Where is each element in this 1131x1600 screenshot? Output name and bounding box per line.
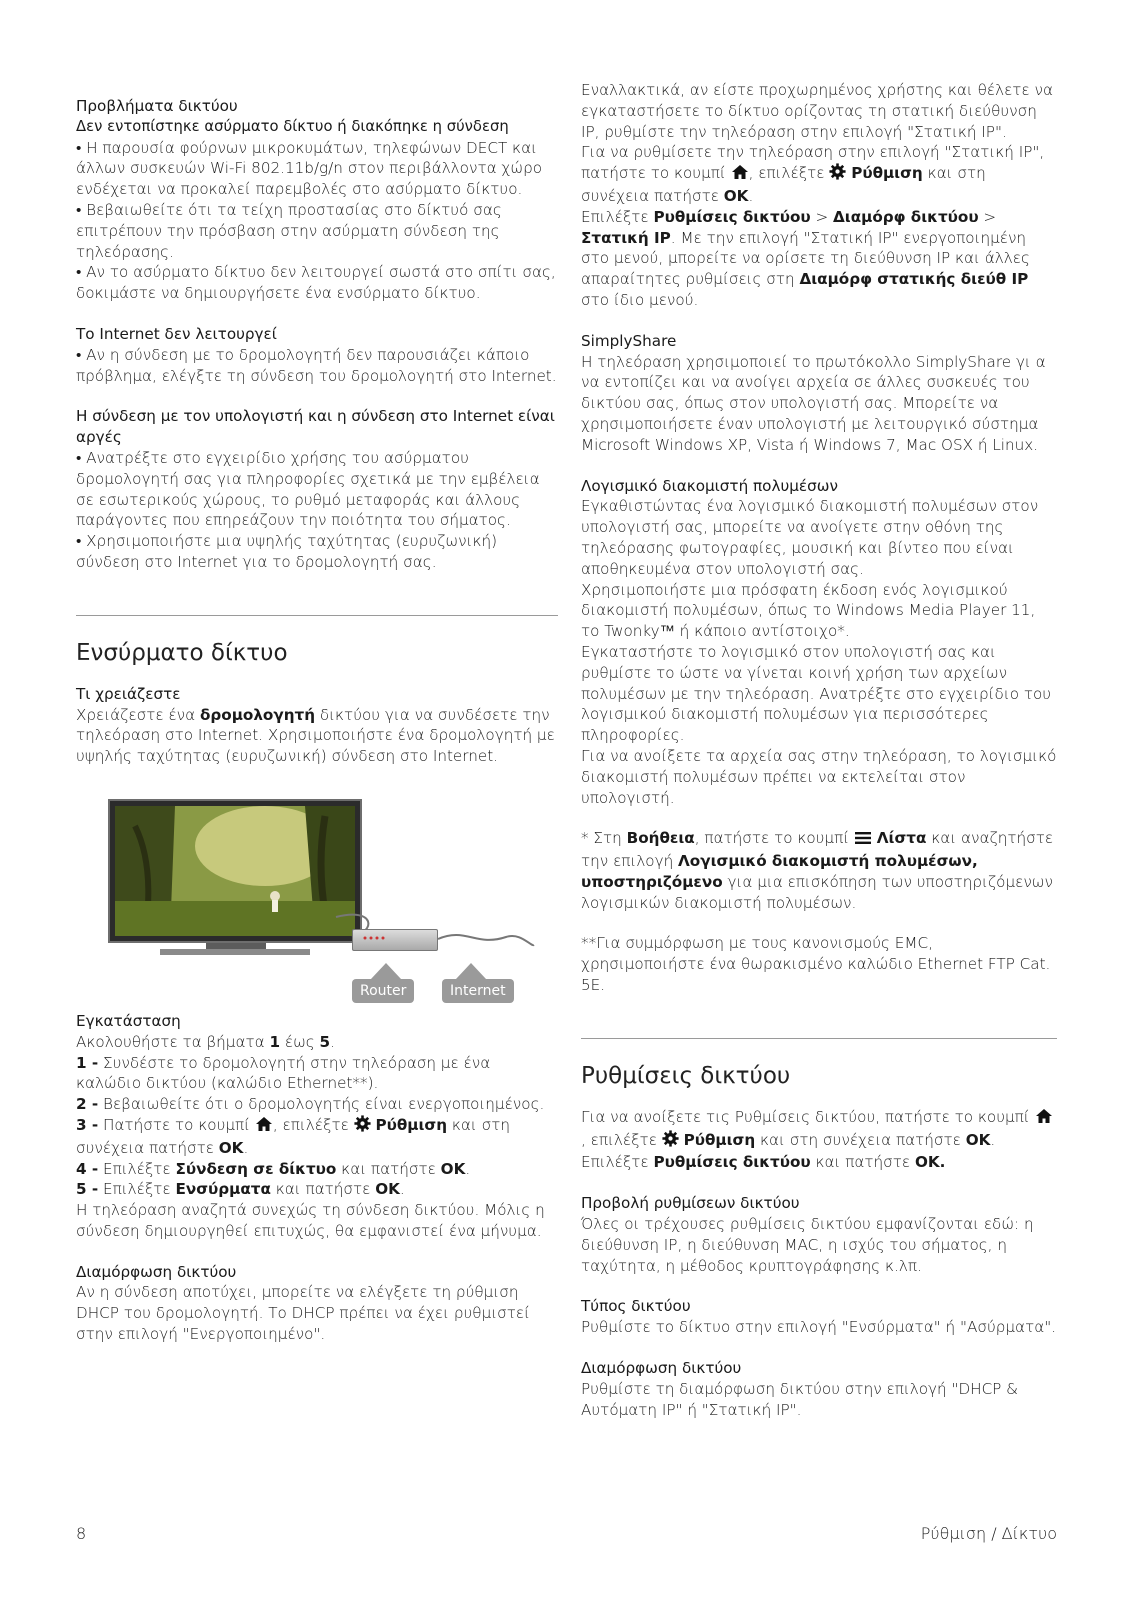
- static-ip-menu-path: Επιλέξτε Ρυθμίσεις δικτύου > Διαμόρφ δικτύου > Στατική IP. Με την επιλογή "Στατική IP" ενεργοποιημένη στο μενού, μπορείτε να ορίσετε τη διεύθυνση IP και άλλες απαραίτητες ρυθμίσεις στη Διαμόρφ στατικής διεύθ IP στο ίδιο μενού.: [581, 207, 1030, 309]
- network-type-text: Ρυθμίστε το δίκτυο στην επιλογή "Ενσύρματα" ή "Ασύρματα".: [581, 1318, 1057, 1337]
- gear-icon: [829, 163, 846, 186]
- installation-outro: Η τηλεόραση αναζητά συνεχώς τη σύνδεση δικτύου. Μόλις η σύνδεση δημιουργηθεί επιτυχώς, θα εμφανιστεί ένα μήνυμα.: [76, 1201, 545, 1240]
- wired-network-title: Ενσύρματο δίκτυο: [76, 639, 288, 666]
- home-icon: [255, 1116, 273, 1138]
- install-step-5: 5 - Επιλέξτε Ενσύρματα και πατήστε OK.: [76, 1180, 405, 1199]
- what-you-need-heading: Τι χρειάζεστε: [76, 684, 181, 703]
- what-you-need-text: Χρειάζεστε ένα δρομολογητή δικτύου για να συνδέσετε την τηλεόραση στο Internet. Χρησιμοποιήστε ένα δρομολογητή με υψηλής ταχύτητας (ευρυζωνική) σύνδεση στο Internet.: [76, 705, 555, 766]
- router-illustration: [352, 929, 438, 951]
- tv-router-diagram: [76, 797, 536, 1007]
- slow-connection-heading: Η σύνδεση με τον υπολογιστή και η σύνδεση στο Internet είναι αργές: [76, 407, 555, 447]
- view-settings-heading: Προβολή ρυθμίσεων δικτύου: [581, 1194, 800, 1213]
- internet-not-working-heading: Το Internet δεν λειτουργεί: [76, 324, 277, 343]
- installation-intro: Ακολουθήστε τα βήματα 1 έως 5.: [76, 1032, 335, 1051]
- static-ip-instructions: Για να ρυθμίσετε την τηλεόραση στην επιλογή "Στατική IP", πατήστε το κουμπί , επιλέξτε Ρύθμιση και στη συνέχεια πατήστε OK.: [581, 143, 1045, 205]
- footnote-help: * Στη Βοήθεια, πατήστε το κουμπί Λίστα και αναζητήστε την επιλογή Λογισμικό διακομιστή πολυμέσων, υποστηριζόμενο για μια επισκόπηση των υποστηριζόμενων λογισμικών διακομιστή πολυμέσων.: [581, 829, 1054, 912]
- network-problems-heading: Προβλήματα δικτύου: [76, 97, 238, 115]
- network-settings-title: Ρυθμίσεις δικτύου: [581, 1062, 791, 1089]
- section-footer: Ρύθμιση / Δίκτυο: [920, 1524, 1057, 1543]
- simplyshare-text: Η τηλεόραση χρησιμοποιεί το πρωτόκολλο SimplyShare γι α να εντοπίζει και να ανοίγει αρχεία σε άλλες συσκευές του δικτύου σας, όπως στον υπολογιστή σας. Μπορείτε να χρησιμοποιήσετε έναν υπολογιστή με λειτουργικό σύστημα Microsoft Windows XP, Vista ή Windows 7, Mac OSX ή Linux.: [581, 352, 1046, 454]
- media-server-text-1: Εγκαθιστώντας ένα λογισμικό διακομιστή πολυμέσων στον υπολογιστή σας, μπορείτε να ανοίγετε στην οθόνη της τηλεόρασης φωτογραφίες, μουσική και βίντεο που είναι αποθηκευμένα στον υπολογιστή σας.: [581, 497, 1039, 578]
- cable-lines: [76, 797, 536, 1007]
- bullet-router-manual: • Ανατρέξτε στο εγχειρίδιο χρήσης του ασύρματου δρομολογητή σας για πληροφορίες σχετικά με την εμβέλεια σε εσωτερικούς χώρους, το ρυθμό μεταφοράς και άλλους παράγοντες που επηρεάζουν την ποιότητα του σήματος.: [76, 448, 540, 530]
- bullet-broadband: • Χρησιμοποιήστε μια υψηλής ταχύτητας (ευρυζωνική) σύνδεση στο Internet για το δρομολογητή σας.: [76, 532, 498, 571]
- network-config-heading: Διαμόρφωση δικτύου: [76, 1262, 237, 1281]
- home-icon: [1035, 1108, 1053, 1130]
- network-type-heading: Τύπος δικτύου: [581, 1297, 691, 1316]
- network-config-text: Αν η σύνδεση αποτύχει, μπορείτε να ελέγξετε τη ρύθμιση DHCP του δρομολογητή. Το DHCP πρέπει να έχει ρυθμιστεί στην επιλογή "Ενεργοποιημένο".: [76, 1283, 530, 1344]
- simplyshare-heading: SimplyShare: [581, 331, 677, 350]
- network-settings-intro: Για να ανοίξετε τις Ρυθμίσεις δικτύου, πατήστε το κουμπί , επιλέξτε Ρύθμιση και στη συνέχεια πατήστε OK. Επιλέξτε Ρυθμίσεις δικτύου και πατήστε OK.: [581, 1107, 1057, 1173]
- footnote-emc: **Για συμμόρφωση με τους κανονισμούς EMC, χρησιμοποιήστε ένα θωρακισμένο καλώδιο Ethernet FTP Cat. 5E.: [581, 934, 1051, 995]
- router-lights: [353, 930, 437, 950]
- static-ip-intro: Εναλλακτικά, αν είστε προχωρημένος χρήστης και θέλετε να εγκαταστήσετε το δίκτυο ορίζοντας τη στατική διεύθυνση IP, ρυθμίστε την τηλεόραση στην επιλογή "Στατική IP".: [581, 81, 1053, 141]
- internet-label: Internet: [442, 979, 514, 1003]
- view-settings-text: Όλες οι τρέχουσες ρυθμίσεις δικτύου εμφανίζονται εδώ: η διεύθυνση IP, η διεύθυνση MAC, η ισχύς του σήματος, η ταχύτητα, η μέθοδος κρυπτογράφησης κ.λπ.: [581, 1215, 1034, 1275]
- bullet-try-wired: • Αν το ασύρματο δίκτυο δεν λειτουργεί σωστά στο σπίτι σας, δοκιμάστε να δημιουργήσετε ένα ενσύρματο δίκτυο.: [76, 263, 556, 303]
- router-label: Router: [352, 979, 414, 1003]
- install-step-1: 1 - Συνδέστε το δρομολογητή στην τηλεόραση με ένα καλώδιο δικτύου (καλώδιο Ethernet**).: [76, 1053, 491, 1093]
- media-server-heading: Λογισμικό διακομιστή πολυμέσων: [581, 476, 838, 495]
- network-config-text-right: Ρυθμίστε τη διαμόρφωση δικτύου στην επιλογή "DHCP & Αυτόματη IP" ή "Στατική IP".: [581, 1379, 1019, 1419]
- bullet-firewall: • Βεβαιωθείτε ότι τα τείχη προστασίας στο δίκτυό σας επιτρέπουν την πρόσβαση στην ασύρματη σύνδεση της τηλεόρασης.: [76, 200, 502, 261]
- install-step-3: 3 - Πατήστε το κουμπί , επιλέξτε Ρύθμιση και στη συνέχεια πατήστε OK.: [76, 1115, 510, 1157]
- installation-heading: Εγκατάσταση: [76, 1011, 181, 1030]
- gear-icon: [354, 1115, 371, 1138]
- install-step-4: 4 - Επιλέξτε Σύνδεση σε δίκτυο και πατήστε OK.: [76, 1159, 471, 1178]
- media-server-text-2: Χρησιμοποιήστε μια πρόσφατη έκδοση ενός λογισμικού διακομιστή πολυμέσων, όπως το Windows Media Player 11, το Twonky™ ή κάποιο αντίστοιχο*.: [581, 580, 1036, 641]
- install-step-2: 2 - Βεβαιωθείτε ότι ο δρομολογητής είναι ενεργοποιημένος.: [76, 1095, 545, 1114]
- bullet-check-router: • Αν η σύνδεση με το δρομολογητή δεν παρουσιάζει κάποιο πρόβλημα, ελέγξτε τη σύνδεση του δρομολογητή στο Internet.: [76, 345, 557, 385]
- left-column: [76, 96, 558, 1345]
- list-icon: [854, 830, 872, 851]
- network-config-heading-right: Διαμόρφωση δικτύου: [581, 1359, 742, 1378]
- home-icon: [731, 164, 749, 186]
- gear-icon: [662, 1130, 679, 1153]
- bullet-interference: • Η παρουσία φούρνων μικροκυμάτων, τηλεφώνων DECT και άλλων συσκευών Wi-Fi 802.11b/g/n στον περιβάλλοντα χώρο ενδέχεται να προκαλεί παρεμβολές στο ασύρματο δίκτυο.: [76, 138, 543, 199]
- page-number: 8: [76, 1524, 87, 1543]
- right-column: [581, 80, 1057, 1420]
- media-server-text-3: Εγκαταστήστε το λογισμικό στον υπολογιστή σας και ρυθμίστε το ώστε να γίνεται κοινή χρήση των αρχείων πολυμέσων με την τηλεόραση. Ανατρέξτε στο εγχειρίδιο του λογισμικού διακομιστή πολυμέσων για περισσότερες πληροφορίες.: [581, 642, 1052, 745]
- media-server-text-4: Για να ανοίξετε τα αρχεία σας στην τηλεόραση, το λογισμικό διακομιστή πολυμέσων πρέπει να εκτελείται στον υπολογιστή.: [581, 746, 1057, 807]
- no-wireless-subheading: Δεν εντοπίστηκε ασύρματο δίκτυο ή διακόπηκε η σύνδεση: [76, 117, 509, 135]
